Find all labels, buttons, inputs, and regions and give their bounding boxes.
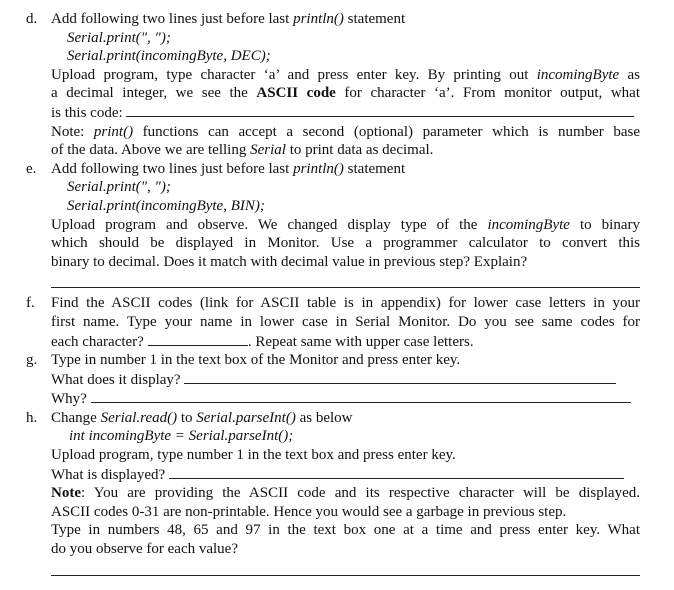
answer-line: Why? [51,389,640,409]
note-line: ASCII codes 0-31 are non-printable. Hence you would see a garbage in previous step. [51,503,567,520]
paragraph-line: Upload program and observe. We changed display type of the incomingByte to binary [51,216,640,233]
instruction: Change Serial.read() to Serial.parseInt() as below [51,409,353,426]
instruction: Add following two lines just before last println() statement [51,11,406,27]
item-e [0,160,674,289]
answer-line: is this code: [51,103,640,123]
paragraph-line: binary to decimal. Does it match with decimal value in previous step? Explain? [51,253,528,270]
paragraph-line: Find the ASCII codes (link for ASCII table is in appendix) for lower case letters in your [51,295,640,312]
item-f [0,294,674,351]
answer-line: What does it display? [51,370,640,390]
code-line: Serial.print(incomingByte, DEC); [67,48,271,65]
note-line: Type in numbers 48, 65 and 97 in the text box one at a time and press enter key. What [51,522,640,539]
instruction: Add following two lines just before last println() statement [51,160,406,177]
answer-blank[interactable] [169,465,624,479]
answer-blank[interactable] [184,370,616,384]
answer-blank[interactable] [51,559,640,576]
code-line: Serial.print(", "); [67,29,171,46]
code-line: Serial.print(incomingByte, BIN); [67,197,265,214]
answer-line: each character? . Repeat same with upper case letters. [51,333,474,350]
item-letter: g. [26,352,38,369]
item-letter: h. [26,409,38,426]
item-g [0,351,674,409]
paragraph-line: first name. Type your name in lower case in Serial Monitor. Do you see same codes for [51,313,640,330]
code-line: int incomingByte = Serial.parseInt(); [69,428,294,445]
item-letter: d. [26,11,38,27]
note-line: of the data. Above we are telling Serial to print data as decimal. [51,142,434,159]
item-letter: f. [26,295,35,312]
note-line: Note: You are providing the ASCII code and its respective character will be displayed. [51,485,640,502]
answer-blank[interactable] [148,332,248,346]
answer-blank[interactable] [91,389,631,403]
code-line: Serial.print(", "); [67,179,171,196]
note-line: do you observe for each value? [51,541,239,558]
paragraph-line: which should be displayed in Monitor. Use a programmer calculator to convert this [51,235,640,252]
worksheet [0,10,674,576]
answer-line: What is displayed? [51,465,640,485]
paragraph-line: Upload program, type number 1 in the text box and press enter key. [51,447,456,464]
answer-blank[interactable] [126,103,634,117]
paragraph-line: Upload program, type character ‘a’ and press enter key. By printing out incomingByte as [51,66,640,83]
item-h [0,409,674,576]
note-line: Note: print() functions can accept a second (optional) parameter which is number base [51,123,641,140]
item-letter: e. [26,160,37,177]
paragraph-line: a decimal integer, we see the ASCII code for character ‘a’. From monitor output, what [51,85,641,102]
paragraph-line: Type in number 1 in the text box of the Monitor and press enter key. [51,352,461,369]
item-d [0,10,674,160]
answer-blank[interactable] [51,271,640,288]
